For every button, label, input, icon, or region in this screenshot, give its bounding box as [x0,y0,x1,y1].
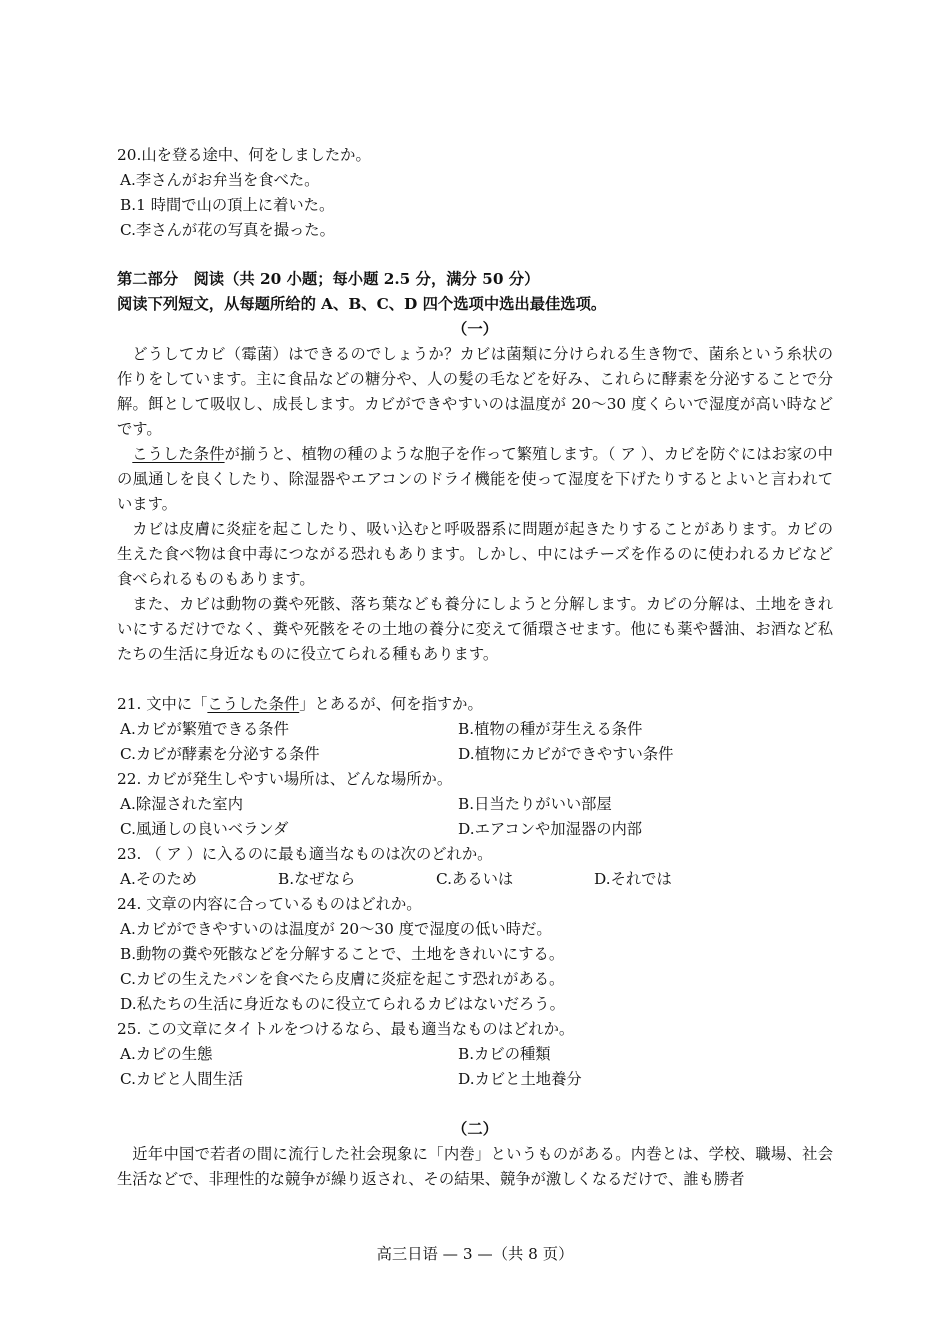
option-c: C.カビが酵素を分泌する条件 [120,745,320,763]
question-text: 24. 文章の内容に合っているものはどれか。 [117,895,422,913]
underlined-phrase: こうした条件 [132,445,225,463]
page-footer: 高三日语 — 3 —（共 8 页） [376,1245,574,1263]
option-b: B.日当たりがいい部屋 [458,795,612,813]
question-text: 20.山を登る途中、何をしましたか。 [117,146,371,164]
option-b: B.1 時間で山の頂上に着いた。 [120,196,335,214]
question-text: 25. この文章にタイトルをつけるなら、最も適当なものはどれか。 [117,1020,575,1038]
question-20 [117,143,833,243]
passage-1-paragraph-1: どうしてカビ（霉菌）はできるのでしょうか？カビは菌類に分けられる生き物で、菌糸という糸状の作りをしています。主に食品などの糖分や、人の髪の毛などを好み、これらに酵素を分泌することで分解。餌として吸収し、成長します。カビができやすいのは温度が 20～30 度くらいで湿度が高い時などです。 [117,345,833,438]
option-a: A.そのため [120,870,198,888]
question-text: 22. カビが発生しやすい場所は、どんな場所か。 [117,770,453,788]
option-d: D.私たちの生活に身近なものに役立てられるカビはないだろう。 [120,995,565,1013]
exam-page [117,143,833,1192]
question-25 [117,1017,833,1092]
passage-2-paragraph-1: 近年中国で若者の間に流行した社会現象に「内巻」というものがある。内巻とは、学校、職場、社会生活などで、非理性的な競争が繰り返され、その結果、競争が激しくなるだけで、誰も勝者 [117,1145,833,1188]
passage-1-paragraph-3: カビは皮膚に炎症を起こしたり、吸い込むと呼吸器系に問題が起きたりすることがあります。カビの生えた食べ物は食中毒につながる恐れもあります。しかし、中にはチーズを作るのに使われるカビなど食べられるものもあります。 [117,520,833,588]
passage-1-number: （一） [452,320,498,338]
question-21 [117,692,833,767]
passage-2-number: （二） [452,1120,498,1138]
option-c: C.風通しの良いベランダ [120,820,289,838]
question-suffix: 」とあるが、何を指すか。 [299,695,483,713]
paragraph-text: が揃うと、植物の種のような胞子を作って繁殖します。（ ア ）、カビを防ぐにはお家の中の風通しを良くしたり、除湿器やエアコンのドライ機能を使って湿度を下げたりするとよいと言われています。 [117,445,833,513]
option-c: C.カビの生えたパンを食べたら皮膚に炎症を起こす恐れがある。 [120,970,565,988]
option-d: D.カビと土地養分 [458,1070,582,1088]
question-22 [117,767,833,842]
option-a: A.除湿された室内 [120,795,243,813]
option-b: B.なぜなら [278,870,356,888]
option-a: A.カビの生態 [120,1045,213,1063]
option-b: B.植物の種が芽生える条件 [458,720,643,738]
option-b: B.カビの種類 [458,1045,551,1063]
question-text: 23. （ ア ）に入るのに最も適当なものは次のどれか。 [117,845,493,863]
option-d: D.植物にカビができやすい条件 [458,745,674,763]
option-a: A.カビが繁殖できる条件 [120,720,289,738]
option-c: C.カビと人間生活 [120,1070,244,1088]
underlined-phrase: こうした条件 [207,695,300,713]
passage-1-paragraph-4: また、カビは動物の糞や死骸、落ち葉なども養分にしようと分解します。カビの分解は、土地をきれいにするだけでなく、糞や死骸をその土地の養分に変えて循環させます。他にも薬や醤油、お酒など私たちの生活に身近なものに役立てられる種もあります。 [117,595,833,663]
question-text [117,692,833,717]
option-c: C.李さんが花の写真を撮った。 [120,221,335,239]
option-c: C.あるいは [436,870,514,888]
option-d: D.エアコンや加湿器の内部 [458,820,643,838]
option-d: D.それでは [594,870,672,888]
passage-1-paragraph-2 [117,442,833,517]
option-a: A.カビができやすいのは温度が 20～30 度で湿度の低い時だ。 [120,920,552,938]
question-prefix: 21. 文中に「 [117,695,208,713]
section-instruction: 阅读下列短文，从每题所给的 A、B、C、D 四个选项中选出最佳选项。 [117,295,607,313]
section-heading: 第二部分 阅读（共 20 小题；每小题 2.5 分，满分 50 分） [117,270,540,288]
question-24 [117,892,833,1017]
option-a: A.李さんがお弁当を食べた。 [120,171,320,189]
option-b: B.動物の糞や死骸などを分解することで、土地をきれいにする。 [120,945,565,963]
question-23 [117,842,833,892]
